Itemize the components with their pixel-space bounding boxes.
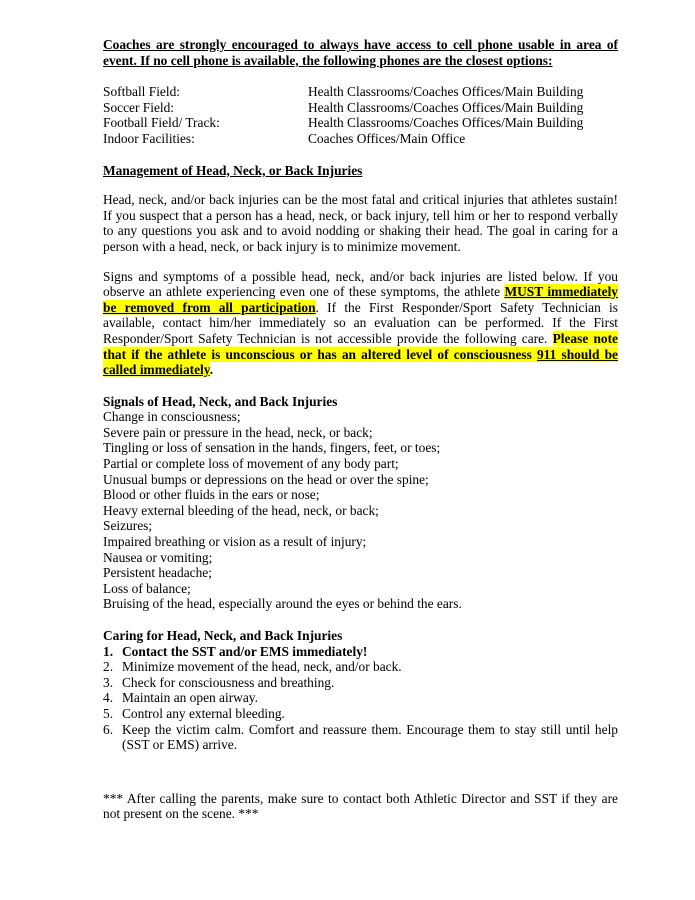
caring-step [103, 644, 618, 660]
signal-item: Bruising of the head, especially around the eyes or behind the ears. [103, 596, 462, 612]
location-row [103, 131, 618, 147]
signal-item: Nausea or vomiting; [103, 549, 213, 565]
management-paragraph-1: Head, neck, and/or back injuries can be the most fatal and critical injuries that athletes sustain! If you suspect that a person has a head, neck, or back injury, tell him or her to respond verbally to any questions you ask and to avoid nodding or shaking their head. The goal in caring for a person with a head, neck, or back injury is to minimize movement. [103, 192, 618, 254]
call-911-highlight: 911 should be called immediately [103, 346, 618, 378]
location-phone: Coaches Offices/Main Office [308, 130, 466, 146]
location-name: Soccer Field: [103, 99, 175, 115]
signal-item: Change in consciousness; [103, 409, 241, 425]
signal-item: Loss of balance; [103, 580, 191, 596]
step-number: 2. [103, 659, 114, 675]
caring-step [103, 722, 618, 753]
step-number: 1. [103, 643, 114, 659]
step-text: Contact the SST and/or EMS immediately! [122, 643, 368, 659]
signal-item: Severe pain or pressure in the head, neck, or back; [103, 424, 373, 440]
signal-item: Heavy external bleeding of the head, neck, or back; [103, 502, 379, 518]
please-note-highlight: Please note that if the athlete is unconscious or has an altered level of consciousness [103, 330, 618, 362]
p2-text-1: Signs and symptoms of a possible head, neck, and/or back injuries are listed below. If you observe an athlete experiencing even one of these symptoms, the athlete [103, 268, 618, 300]
step-number: 3. [103, 674, 114, 690]
signal-item: Partial or complete loss of movement of any body part; [103, 456, 399, 472]
location-row [103, 115, 618, 131]
step-number: 4. [103, 690, 114, 706]
location-name: Football Field/ Track: [103, 115, 220, 131]
location-name: Indoor Facilities: [103, 130, 195, 146]
location-phone: Health Classrooms/Coaches Offices/Main Building [308, 99, 584, 115]
step-number: 5. [103, 705, 114, 721]
caring-step [103, 706, 618, 722]
signal-item: Seizures; [103, 518, 153, 534]
management-paragraph-2 [103, 269, 618, 378]
location-phone: Health Classrooms/Coaches Offices/Main Building [308, 115, 584, 131]
caring-step [103, 690, 618, 706]
step-text: Control any external bleeding. [122, 705, 285, 721]
p2-text-2: . If the First Responder/Sport Safety Technician is available, contact him/her immediately so an evaluation can be performed. If the First Responder/Sport Safety Technician is not accessible provide the following care. [103, 299, 618, 346]
p2-end: . [209, 362, 214, 378]
step-text: Check for consciousness and breathing. [122, 674, 335, 690]
signal-item: Tingling or loss of sensation in the hands, fingers, feet, or toes; [103, 440, 441, 456]
signals-list [103, 409, 618, 612]
caring-step [103, 659, 618, 675]
location-name: Softball Field: [103, 84, 180, 100]
location-row [103, 100, 618, 116]
must-remove-highlight: MUST immediately be removed from all participation [103, 284, 618, 315]
caring-heading: Caring for Head, Neck, and Back Injuries [103, 628, 343, 643]
caring-steps [103, 644, 618, 753]
location-phone: Health Classrooms/Coaches Offices/Main Building [308, 84, 584, 100]
step-text: Keep the victim calm. Comfort and reassure them. Encourage them to stay still until help (SST or EMS) arrive. [122, 721, 618, 753]
signal-item: Persistent headache; [103, 565, 212, 581]
document-page [103, 37, 618, 822]
step-number: 6. [103, 721, 114, 737]
location-row [103, 84, 618, 100]
phone-locations [103, 84, 618, 146]
signals-heading: Signals of Head, Neck, and Back Injuries [103, 393, 338, 409]
caring-step [103, 675, 618, 691]
intro-notice: Coaches are strongly encouraged to always have access to cell phone usable in area of event. If no cell phone is available, the following phones are the closest options: [103, 37, 618, 68]
signal-item: Unusual bumps or depressions on the head or over the spine; [103, 471, 429, 487]
management-heading: Management of Head, Neck, or Back Injuries [103, 162, 363, 178]
step-text: Maintain an open airway. [122, 690, 258, 706]
signal-item: Impaired breathing or vision as a result of injury; [103, 534, 367, 550]
footer-note: *** After calling the parents, make sure to contact both Athletic Director and SST if they are not present on the scene. *** [103, 790, 618, 822]
step-text: Minimize movement of the head, neck, and/or back. [122, 659, 402, 675]
signal-item: Blood or other fluids in the ears or nose; [103, 487, 320, 503]
